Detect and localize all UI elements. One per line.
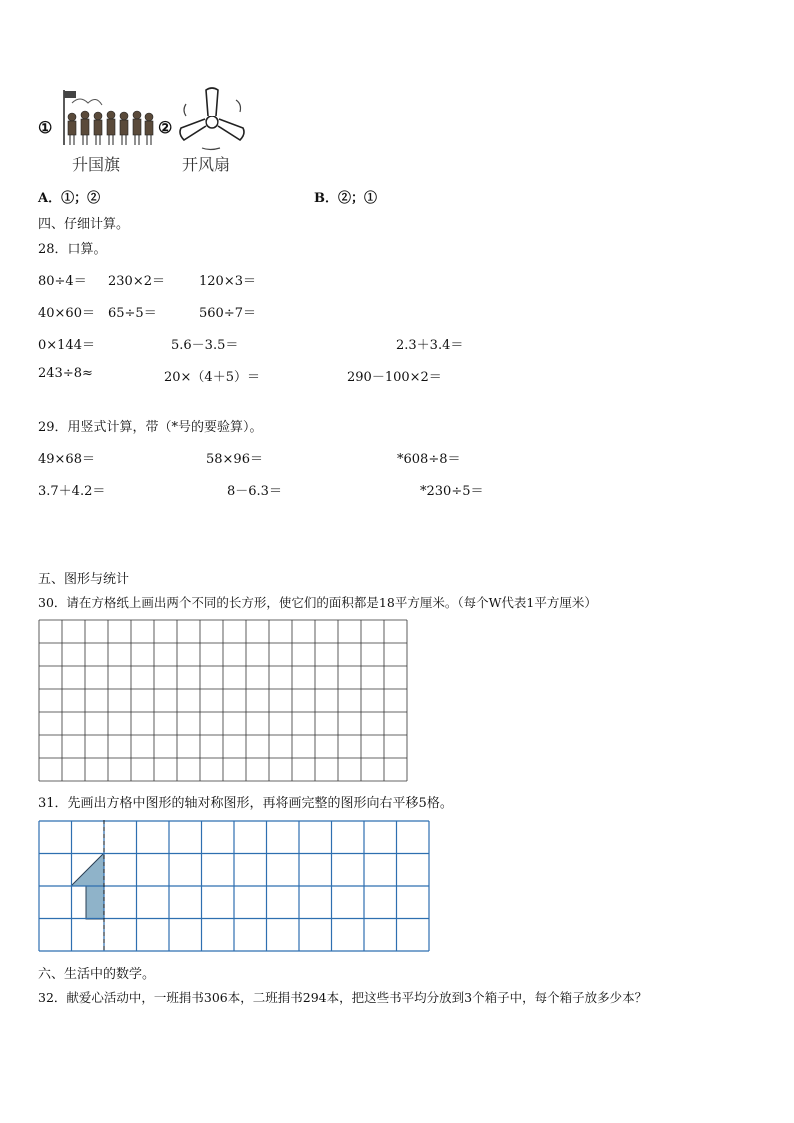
q30-title: 30．请在方格纸上画出两个不同的长方形，使它们的面积都是18平方厘米。（每个W代表1平方厘米） [38,595,597,610]
q28-item: 120×3＝ [199,274,256,289]
q29-item: *230÷5＝ [420,484,484,499]
q28-item: 0×144＝ [38,338,95,353]
q29-item: 58×96＝ [206,452,263,467]
symmetry-grid[interactable] [38,820,432,952]
item1-marker: ① [38,118,53,137]
q31-title: 31．先画出方格中图形的轴对称图形，再将画完整的图形向右平移5格。 [38,796,453,811]
q28-item: 5.6－3.5＝ [171,338,239,353]
square-grid-paper[interactable] [38,619,410,783]
q28-item: 230×2＝ [108,274,165,289]
q32-title: 32．献爱心活动中，一班捐书306本，二班捐书294本，把这些书平均分放到3个箱子中，每个箱子放多少本？ [38,990,648,1005]
section4-title: 四、仔细计算。 [38,217,130,232]
fan-picture [172,82,252,154]
choice-b: B．②；① [314,191,377,206]
q29-item: 49×68＝ [38,452,95,467]
q29-item: 8－6.3＝ [227,484,282,499]
q28-item: 243÷8≈ [38,366,93,381]
q28-item: 290－100×2＝ [347,370,442,385]
flag-raising-picture [52,85,157,150]
choice-a: A．①；② [38,191,101,206]
section5-title: 五、图形与统计 [38,572,130,587]
q28-item: 20×（4＋5）＝ [164,370,260,385]
item2-marker: ② [158,118,173,137]
q28-item: 2.3＋3.4＝ [396,338,464,353]
q28-item: 560÷7＝ [199,306,256,321]
item2-caption: 开风扇 [182,155,231,174]
q29-title: 29．用竖式计算，带（*号的要验算）。 [38,420,263,435]
q28-title: 28．口算。 [38,242,107,257]
q29-item: *608÷8＝ [397,452,461,467]
q29-item: 3.7＋4.2＝ [38,484,106,499]
item1-caption: 升国旗 [72,155,121,174]
section6-title: 六、生活中的数学。 [38,967,156,982]
q28-item: 65÷5＝ [108,306,157,321]
q28-item: 80÷4＝ [38,274,87,289]
q28-item: 40×60＝ [38,306,95,321]
